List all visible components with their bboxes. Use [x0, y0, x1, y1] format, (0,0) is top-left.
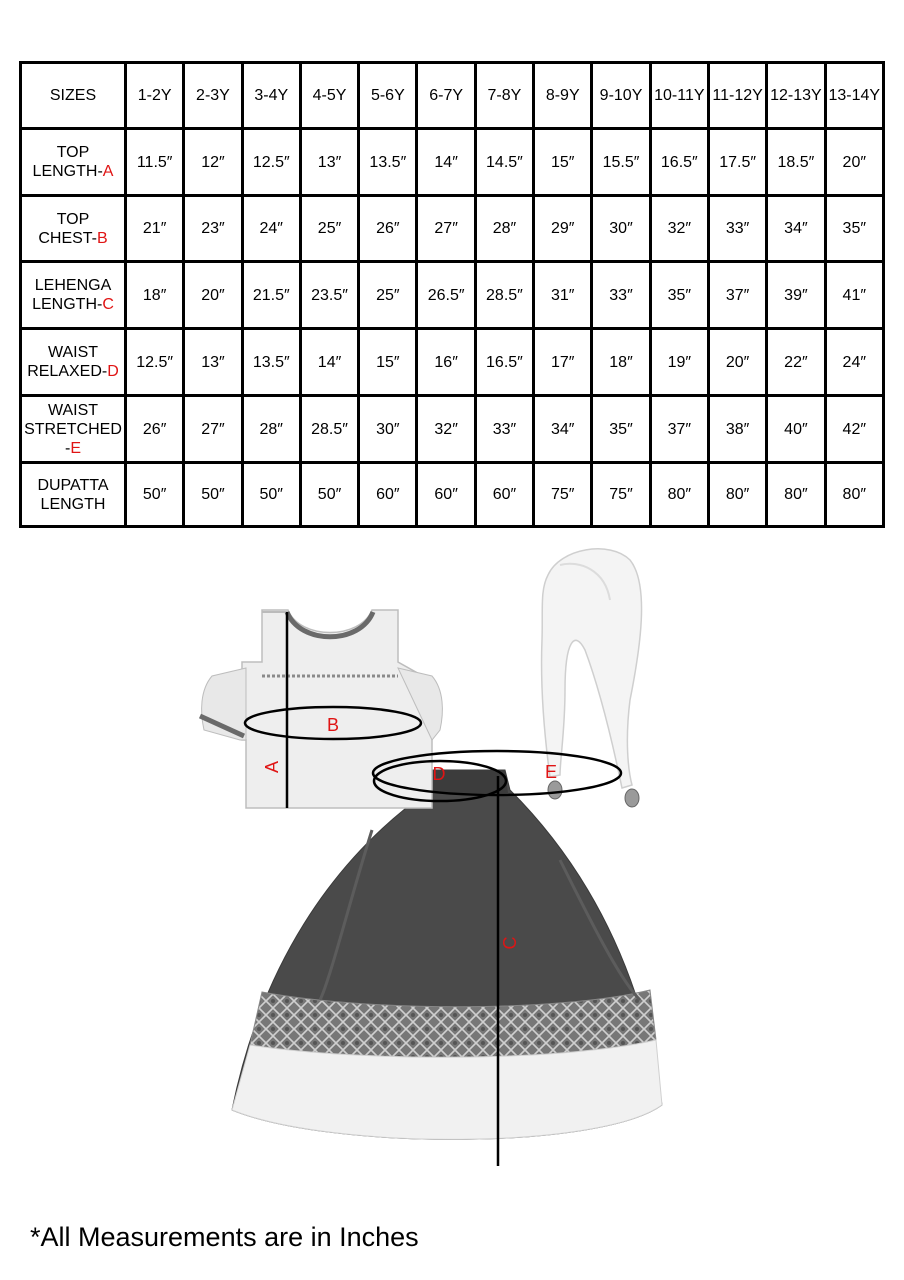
- measurement-value-cell: 34″: [534, 396, 592, 463]
- measurement-value-cell: 16.5″: [650, 129, 708, 196]
- size-column-header: 6-7Y: [417, 63, 475, 129]
- size-column-header: 3-4Y: [242, 63, 300, 129]
- measurement-value-cell: 60″: [417, 463, 475, 527]
- measurement-value-cell: 22″: [767, 329, 825, 396]
- measurement-value-cell: 37″: [708, 262, 766, 329]
- measurement-label-line2: [22, 295, 124, 314]
- measurement-value-cell: 50″: [126, 463, 184, 527]
- measurement-unit-note: *All Measurements are in Inches: [30, 1222, 419, 1252]
- measurement-row: [21, 329, 884, 396]
- measurement-label-text: LENGTH-: [32, 296, 103, 313]
- marker-a-label: A: [262, 760, 282, 774]
- measurement-label-line2: [22, 162, 124, 181]
- measurement-label-line1: WAIST: [47, 344, 99, 361]
- sizes-header-cell: SIZES: [21, 63, 126, 129]
- measurement-row: [21, 129, 884, 196]
- measurement-value-cell: 80″: [767, 463, 825, 527]
- measurement-value-cell: 29″: [534, 196, 592, 262]
- measurement-label-text: RELAXED-: [27, 363, 108, 380]
- measurement-value-cell: 39″: [767, 262, 825, 329]
- measurement-value-cell: 75″: [592, 463, 650, 527]
- measurement-value-cell: 60″: [475, 463, 533, 527]
- measurement-value-cell: 20″: [184, 262, 242, 329]
- measurement-value-cell: 33″: [708, 196, 766, 262]
- measurement-value-cell: 27″: [417, 196, 475, 262]
- lehenga-illustration: [232, 770, 662, 1139]
- measurement-value-cell: 15″: [359, 329, 417, 396]
- marker-d-label: D: [432, 764, 446, 784]
- measurement-marker-letter: B: [97, 229, 108, 247]
- measurement-label-line2: [22, 229, 124, 248]
- measurement-value-cell: 24″: [242, 196, 300, 262]
- measurement-value-cell: 80″: [708, 463, 766, 527]
- measurement-value-cell: 80″: [825, 463, 883, 527]
- measurement-label-text: LENGTH-: [32, 163, 103, 180]
- measurement-value-cell: 26″: [126, 396, 184, 463]
- measurement-row: [21, 262, 884, 329]
- measurement-value-cell: 24″: [825, 329, 883, 396]
- measurement-value-cell: 31″: [534, 262, 592, 329]
- measurement-label-text: -: [65, 439, 71, 457]
- measurement-value-cell: 28″: [475, 196, 533, 262]
- size-column-header: 13-14Y: [825, 63, 883, 129]
- measurement-value-cell: 21″: [126, 196, 184, 262]
- measurement-marker-letter: A: [102, 163, 114, 180]
- measurement-value-cell: 12.5″: [126, 329, 184, 396]
- measurement-row: [21, 396, 884, 463]
- measurement-label-line3: [22, 439, 124, 458]
- measurement-label-line1: TOP: [56, 144, 90, 161]
- measurement-marker-letter: E: [70, 439, 81, 457]
- measurement-label-text: LENGTH: [40, 495, 106, 513]
- top-illustration: [200, 610, 442, 808]
- measurement-label-line1: WAIST: [47, 401, 99, 419]
- measurement-value-cell: 25″: [359, 262, 417, 329]
- size-column-header: 5-6Y: [359, 63, 417, 129]
- measurement-label-line1: TOP: [56, 210, 90, 228]
- measurement-value-cell: 50″: [300, 463, 358, 527]
- marker-c-label: C: [500, 936, 520, 950]
- measurement-value-cell: 27″: [184, 396, 242, 463]
- measurement-value-cell: 50″: [242, 463, 300, 527]
- measurement-value-cell: 23″: [184, 196, 242, 262]
- measurement-label-line1: DUPATTA: [37, 476, 109, 494]
- measurement-value-cell: 33″: [475, 396, 533, 463]
- measurement-value-cell: 60″: [359, 463, 417, 527]
- measurement-value-cell: 15.5″: [592, 129, 650, 196]
- measurement-value-cell: 18″: [592, 329, 650, 396]
- measurement-label-cell: [21, 396, 126, 463]
- measurement-value-cell: 20″: [825, 129, 883, 196]
- measurement-label-line2: [22, 495, 124, 514]
- measurement-value-cell: 35″: [650, 262, 708, 329]
- measurement-label-line2: [22, 362, 124, 381]
- measurement-value-cell: 37″: [650, 396, 708, 463]
- measurement-value-cell: 25″: [300, 196, 358, 262]
- measurement-value-cell: 23.5″: [300, 262, 358, 329]
- size-header-row: [21, 63, 884, 129]
- measurement-value-cell: 13.5″: [242, 329, 300, 396]
- measurement-value-cell: 18″: [126, 262, 184, 329]
- measurement-value-cell: 33″: [592, 262, 650, 329]
- size-column-header: 10-11Y: [650, 63, 708, 129]
- measurement-value-cell: 18.5″: [767, 129, 825, 196]
- measurement-value-cell: 14.5″: [475, 129, 533, 196]
- measurement-value-cell: 42″: [825, 396, 883, 463]
- measurement-value-cell: 17″: [534, 329, 592, 396]
- measurement-label-cell: [21, 262, 126, 329]
- measurement-label-cell: [21, 463, 126, 527]
- measurement-row: [21, 463, 884, 527]
- size-column-header: 7-8Y: [475, 63, 533, 129]
- measurement-value-cell: 13″: [184, 329, 242, 396]
- marker-b-label: B: [326, 715, 340, 735]
- measurement-label-text: CHEST-: [38, 229, 97, 247]
- measurement-value-cell: 35″: [825, 196, 883, 262]
- measurement-label-line2: [22, 420, 124, 439]
- size-column-header: 1-2Y: [126, 63, 184, 129]
- size-column-header: 2-3Y: [184, 63, 242, 129]
- size-column-header: 11-12Y: [708, 63, 766, 129]
- outfit-measurement-diagram: [180, 540, 720, 1180]
- measurement-label-cell: [21, 129, 126, 196]
- measurement-value-cell: 20″: [708, 329, 766, 396]
- measurement-value-cell: 30″: [592, 196, 650, 262]
- measurement-value-cell: 28.5″: [300, 396, 358, 463]
- measurement-value-cell: 16″: [417, 329, 475, 396]
- measurement-label-cell: [21, 329, 126, 396]
- measurement-value-cell: 16.5″: [475, 329, 533, 396]
- measurement-value-cell: 32″: [650, 196, 708, 262]
- measurement-value-cell: 80″: [650, 463, 708, 527]
- size-column-header: 12-13Y: [767, 63, 825, 129]
- measurement-value-cell: 40″: [767, 396, 825, 463]
- measurement-label-line1: LEHENGA: [34, 277, 112, 294]
- measurement-value-cell: 13″: [300, 129, 358, 196]
- measurement-marker-letter: C: [102, 296, 114, 313]
- measurement-value-cell: 12.5″: [242, 129, 300, 196]
- measurement-value-cell: 26″: [359, 196, 417, 262]
- measurement-value-cell: 19″: [650, 329, 708, 396]
- measurement-value-cell: 28.5″: [475, 262, 533, 329]
- measurement-value-cell: 50″: [184, 463, 242, 527]
- size-column-header: 4-5Y: [300, 63, 358, 129]
- measurement-marker-letter: D: [107, 363, 119, 380]
- measurement-value-cell: 13.5″: [359, 129, 417, 196]
- measurement-value-cell: 75″: [534, 463, 592, 527]
- measurement-value-cell: 38″: [708, 396, 766, 463]
- marker-e-label: E: [544, 762, 558, 782]
- measurement-value-cell: 35″: [592, 396, 650, 463]
- measurement-value-cell: 17.5″: [708, 129, 766, 196]
- measurement-value-cell: 30″: [359, 396, 417, 463]
- measurement-value-cell: 14″: [417, 129, 475, 196]
- measurement-value-cell: 14″: [300, 329, 358, 396]
- measurement-value-cell: 28″: [242, 396, 300, 463]
- measurement-value-cell: 15″: [534, 129, 592, 196]
- measurement-row: [21, 196, 884, 262]
- measurement-value-cell: 34″: [767, 196, 825, 262]
- measurement-value-cell: 41″: [825, 262, 883, 329]
- size-column-header: 9-10Y: [592, 63, 650, 129]
- measurement-value-cell: 32″: [417, 396, 475, 463]
- measurement-label-text: STRETCHED: [24, 420, 122, 438]
- measurement-label-cell: [21, 196, 126, 262]
- measurement-value-cell: 26.5″: [417, 262, 475, 329]
- measurement-value-cell: 21.5″: [242, 262, 300, 329]
- measurement-value-cell: 11.5″: [126, 129, 184, 196]
- size-chart-table: [19, 61, 885, 528]
- size-column-header: 8-9Y: [534, 63, 592, 129]
- measurement-value-cell: 12″: [184, 129, 242, 196]
